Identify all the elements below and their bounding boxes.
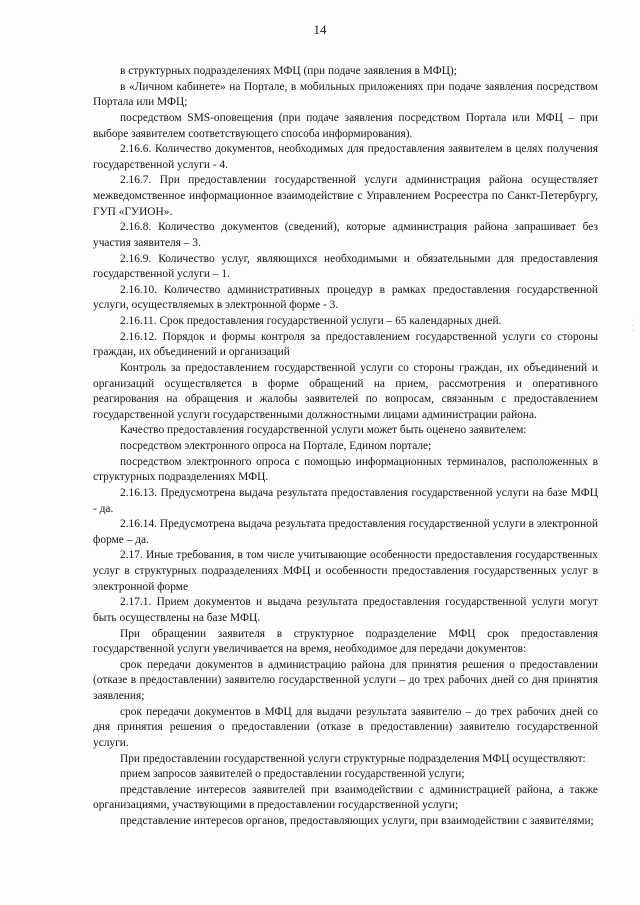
paragraph: 2.17. Иные требования, в том числе учитывающие особенности предоставления государственных услуг в структурных подразделениях МФЦ и особенности предоставления государственных услуг в электронной форме xyxy=(93,549,598,593)
paragraph: прием запросов заявителей о предоставлении государственной услуги; xyxy=(120,768,465,781)
paragraph: срок передачи документов в администрацию района для принятия решения о предоставлении (отказе в предоставлении) заявителю государственной услуги – до трех рабочих дней со дня принятия заявления; xyxy=(93,658,598,702)
paragraph: 2.16.13. Предусмотрена выдача результата предоставления государственной услуги на базе МФЦ - да. xyxy=(93,486,598,515)
body-text xyxy=(93,64,598,830)
paragraph: представление интересов заявителей при взаимодействии с администрацией района, а также организациями, участвующими в предоставлении государственной услуги; xyxy=(93,783,598,812)
scan-margin-mark: · · · xyxy=(632,317,635,334)
paragraph: представление интересов органов, предоставляющих услуги, при взаимодействии с заявителями; xyxy=(120,815,594,827)
paragraph: 2.16.8. Количество документов (сведений), которые администрация района запрашивает без участия заявителя – 3. xyxy=(93,221,598,249)
paragraph: При предоставлении государственной услуги структурные подразделения МФЦ осуществляют: xyxy=(120,752,586,765)
paragraph: 2.16.14. Предусмотрена выдача результата предоставления государственной услуги в электронной форме – да. xyxy=(93,518,598,546)
paragraph: 2.16.11. Срок предоставления государственной услуги – 65 календарных дней. xyxy=(120,315,502,327)
paragraph: 2.16.9. Количество услуг, являющихся необходимыми и обязательными для предоставления государственной услуги – 1. xyxy=(93,252,598,281)
paragraph: 2.16.10. Количество административных процедур в рамках предоставления государственной услуги, осуществляемых в электронной форме - 3. xyxy=(93,283,598,312)
paragraph: 2.16.7. При предоставлении государственной услуги администрация района осуществляет межведомственное информационное взаимодействие с Управлением Росреестра по Санкт-Петербургу, ГУП «ГУИОН». xyxy=(93,174,598,218)
paragraph: посредством SMS-оповещения (при подаче заявления посредством Портала или МФЦ – при выборе заявителем соответствующего способа информирования). xyxy=(93,111,598,140)
paragraph: Контроль за предоставлением государственной услуги со стороны граждан, их объединений и организаций осуществляется в форме обращений на прием, рассмотрения и оперативного реагирования на обращения и жалобы заявителей по вопросам, связанным с предоставлением государственной услуги государственными должностными лицами администрации района. xyxy=(93,361,598,421)
paragraph: срок передачи документов в МФЦ для выдачи результата заявителю – до трех рабочих дней со дня принятия решения о предоставлении (отказе в предоставлении) заявителю государственной услуги. xyxy=(93,705,598,749)
paragraph: посредством электронного опроса с помощью информационных терминалов, расположенных в структурных подразделениях МФЦ. xyxy=(93,455,598,484)
paragraph: Качество предоставления государственной услуги может быть оценено заявителем: xyxy=(120,424,527,437)
paragraph: При обращении заявителя в структурное подразделение МФЦ срок предоставления государственной услуги увеличивается на время, необходимое для передачи документов: xyxy=(93,627,598,656)
paragraph: в структурных подразделениях МФЦ (при подаче заявления в МФЦ); xyxy=(120,65,457,77)
paragraph: посредством электронного опроса на Портале, Едином портале; xyxy=(120,440,432,452)
page-number: 14 xyxy=(313,22,327,37)
paragraph: 2.16.6. Количество документов, необходимых для предоставления заявителем в целях получения государственной услуги - 4. xyxy=(93,143,598,171)
paragraph: 2.16.12. Порядок и формы контроля за предоставлением государственной услуги со стороны граждан, их объединений и организаций xyxy=(93,330,598,359)
paragraph: 2.17.1. Прием документов и выдача результата предоставления государственной услуги могут быть осуществлены на базе МФЦ. xyxy=(93,596,598,624)
paragraph: в «Личном кабинете» на Портале, в мобильных приложениях при подаче заявления посредством Портала или МФЦ; xyxy=(93,80,598,109)
